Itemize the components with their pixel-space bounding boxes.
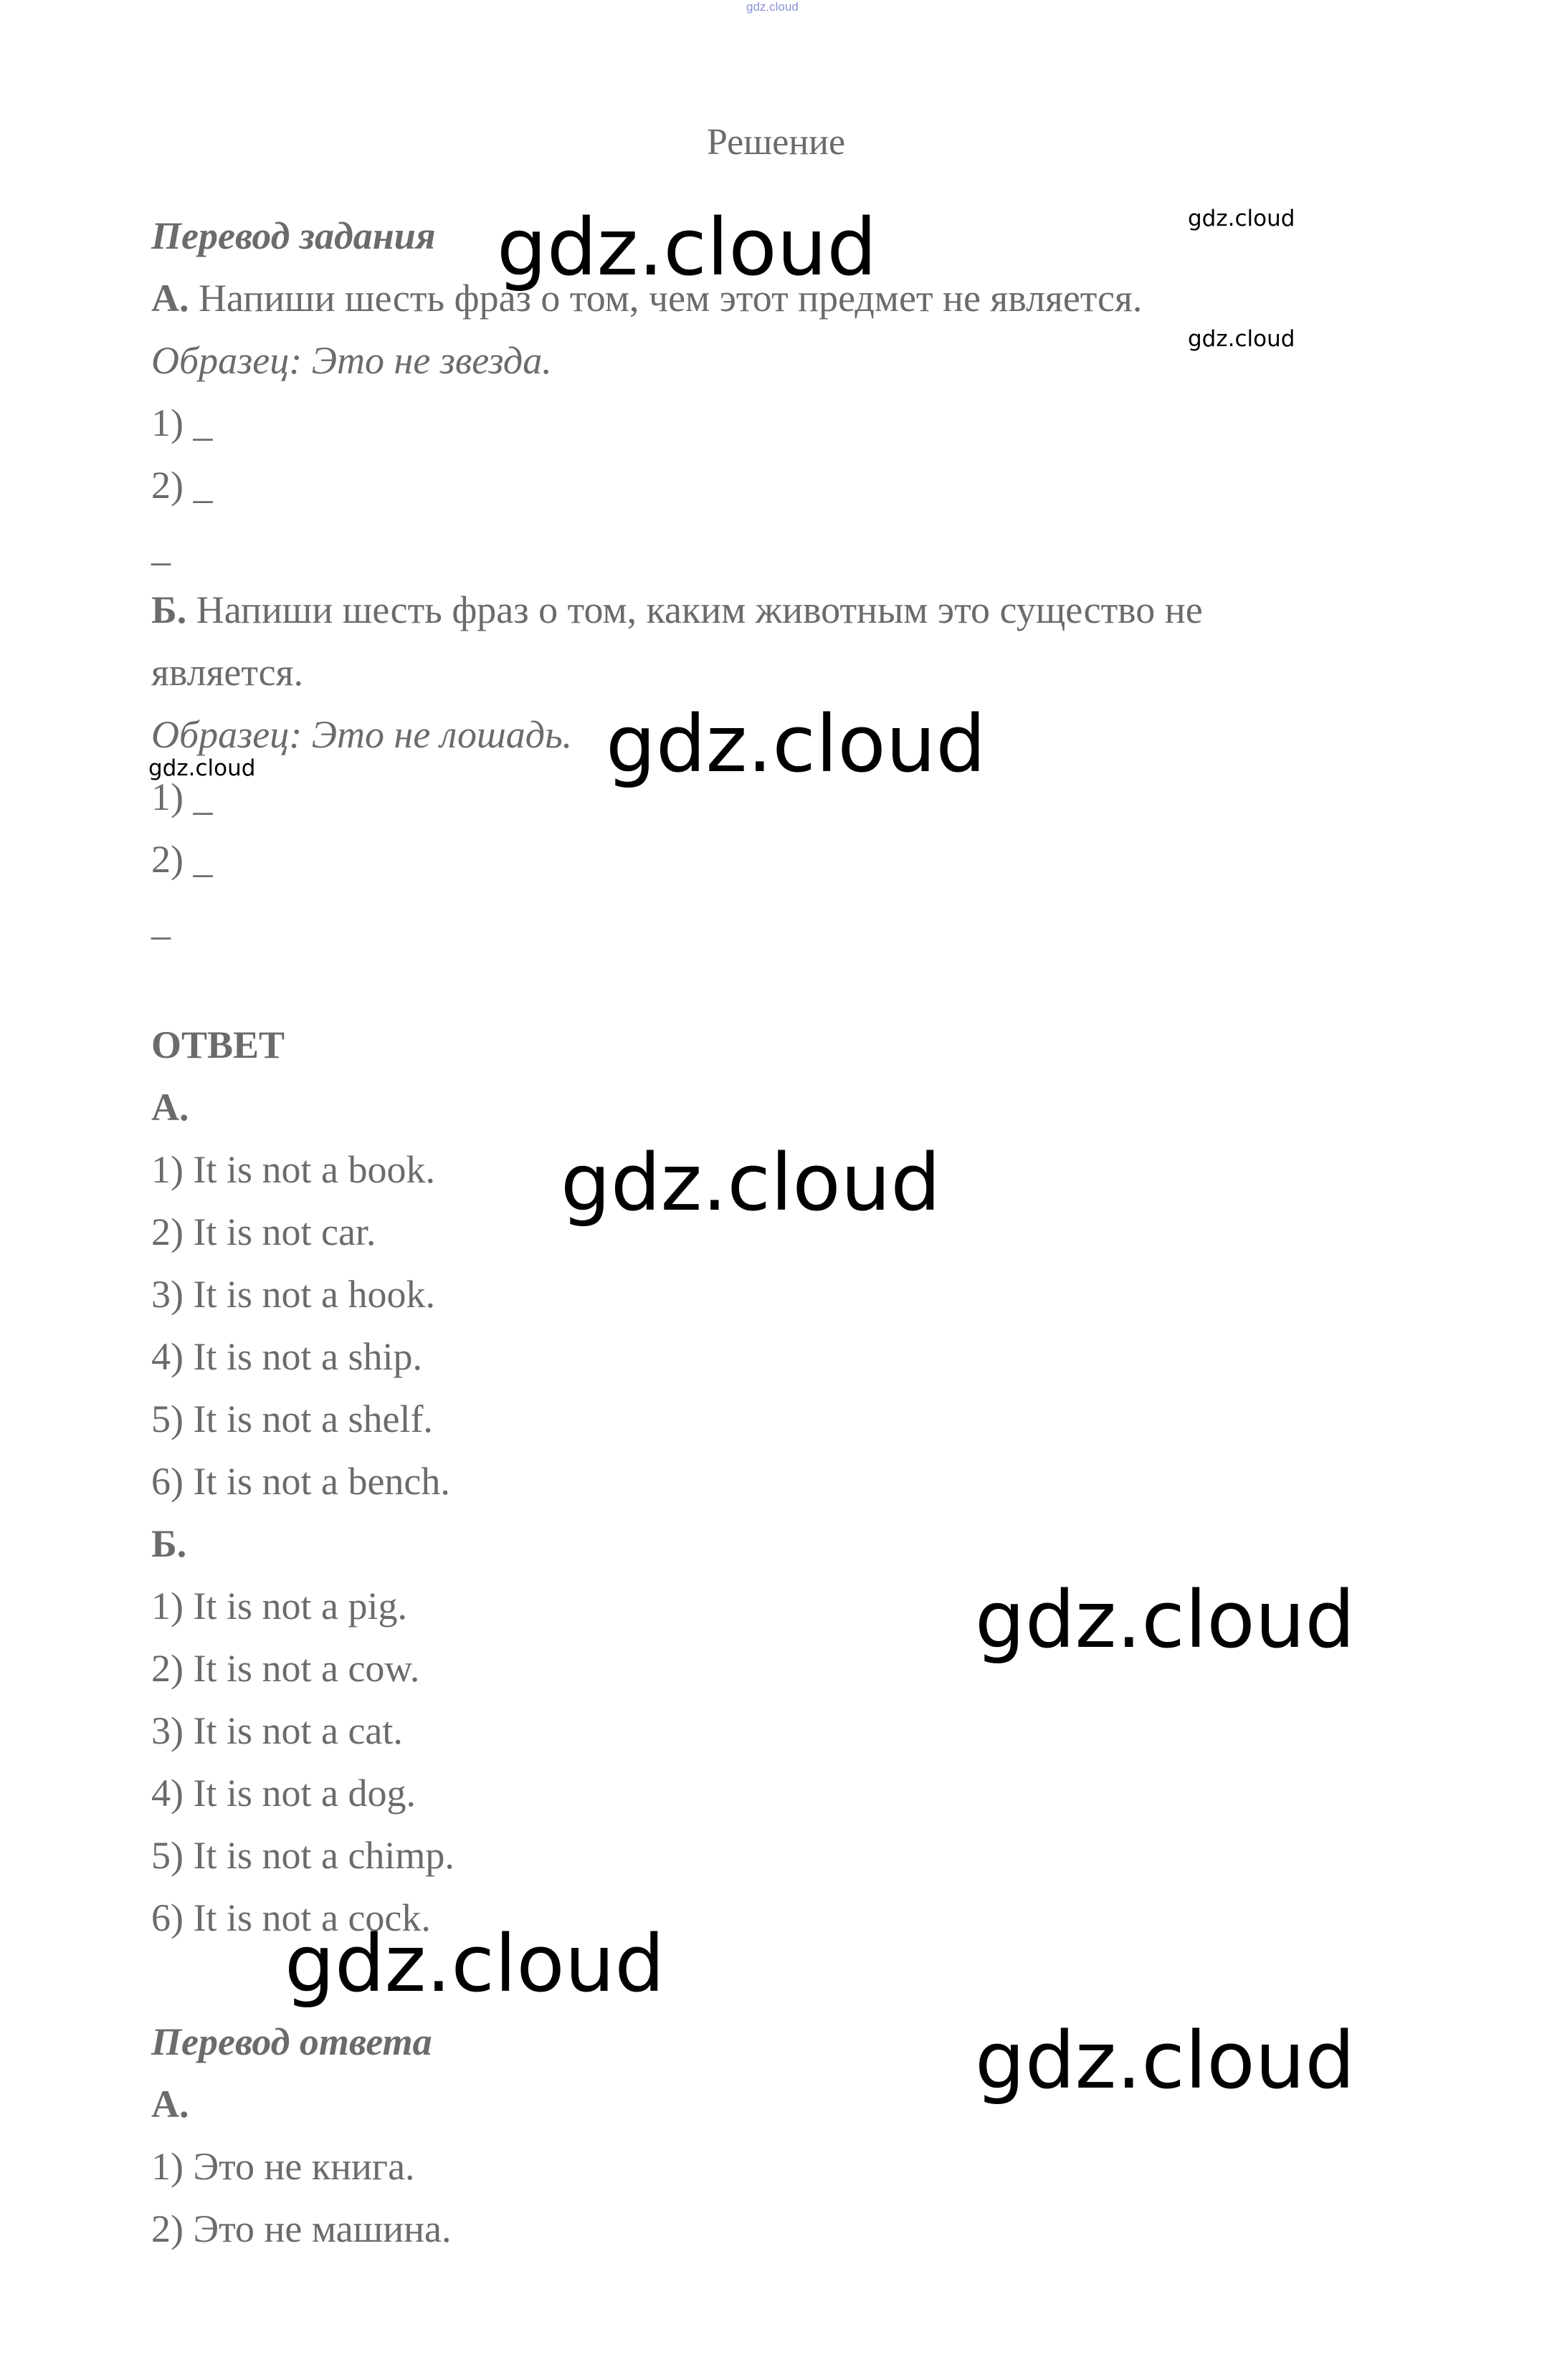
answer-b-label: Б. — [151, 1522, 187, 1565]
task-b-label: Б. — [151, 588, 187, 631]
answer-b-item-4: 4) It is not a dog. — [151, 1772, 416, 1815]
task-b-item-3: _ — [151, 900, 171, 943]
answer-a-label: А. — [151, 1086, 189, 1129]
watermark-large-5: gdz.cloud — [285, 1918, 665, 2009]
watermark-large-3: gdz.cloud — [561, 1137, 941, 1228]
page-title: Решение — [706, 122, 846, 163]
answer-a-item-1: 1) It is not a book. — [151, 1148, 435, 1191]
answer-b-item-1: 1) It is not a pig. — [151, 1585, 407, 1628]
watermark-large-1: gdz.cloud — [497, 201, 877, 293]
watermark-small-1: gdz.cloud — [1188, 206, 1295, 231]
task-b-line — [151, 584, 1203, 636]
answer-b-item-2: 2) It is not a cow. — [151, 1647, 420, 1690]
task-b-text-1: Напиши шесть фраз о том, каким животным это существо не — [186, 588, 1203, 631]
top-watermark: gdz.cloud — [746, 0, 799, 14]
answer-translation-heading: Перевод ответа — [151, 2020, 432, 2063]
task-b-item-1: 1) _ — [151, 775, 213, 818]
task-a-item-2: 2) _ — [151, 464, 213, 507]
task-a-item-1: 1) _ — [151, 401, 213, 444]
watermark-small-3: gdz.cloud — [148, 755, 256, 781]
task-a-sample: Образец: Это не звезда. — [151, 339, 552, 382]
answer-translation-a-item-2: 2) Это не машина. — [151, 2207, 452, 2250]
answer-b-item-3: 3) It is not a cat. — [151, 1709, 403, 1752]
task-a-item-3: _ — [151, 526, 171, 569]
watermark-large-6: gdz.cloud — [975, 2015, 1356, 2106]
watermark-small-2: gdz.cloud — [1188, 326, 1295, 352]
answer-b-item-6: 6) It is not a cock. — [151, 1896, 431, 1939]
task-b-sample: Образец: Это не лошадь. — [151, 713, 573, 756]
answer-a-item-6: 6) It is not a bench. — [151, 1460, 450, 1503]
answer-a-item-4: 4) It is not a ship. — [151, 1335, 422, 1378]
answer-heading: ОТВЕТ — [151, 1023, 285, 1066]
task-a-label: А. — [151, 277, 189, 320]
answer-translation-a-label: А. — [151, 2083, 189, 2126]
watermark-large-4: gdz.cloud — [975, 1574, 1356, 1665]
answer-translation-a-item-1: 1) Это не книга. — [151, 2145, 415, 2188]
task-b-item-2: 2) _ — [151, 838, 213, 881]
answer-a-item-3: 3) It is not a hook. — [151, 1273, 435, 1316]
task-a-text: Напиши шесть фраз о том, чем этот предмет не является. — [189, 277, 1143, 320]
task-b-text-2: является. — [151, 651, 303, 694]
watermark-large-2: gdz.cloud — [606, 698, 986, 790]
answer-a-item-2: 2) It is not car. — [151, 1210, 376, 1253]
task-translation-heading: Перевод задания — [151, 214, 436, 257]
answer-b-item-5: 5) It is not a chimp. — [151, 1834, 454, 1877]
answer-a-item-5: 5) It is not a shelf. — [151, 1397, 433, 1440]
